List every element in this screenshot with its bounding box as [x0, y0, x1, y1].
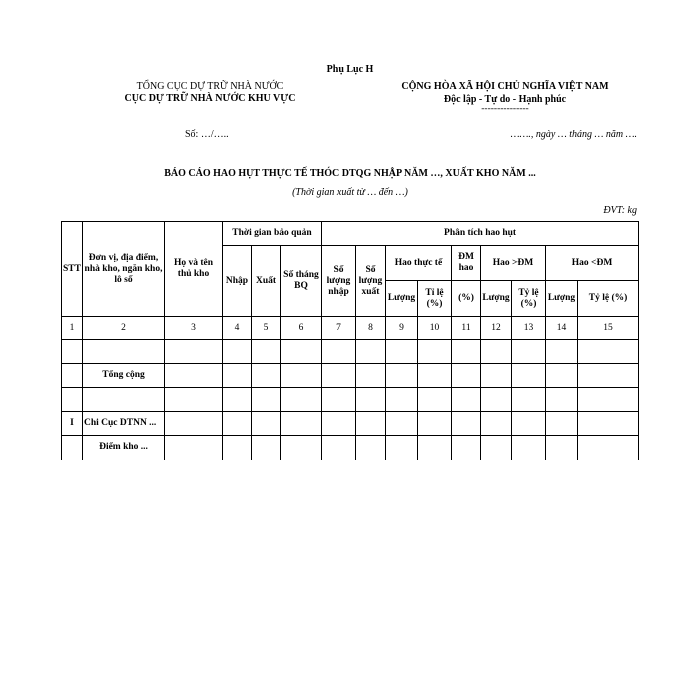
col-number: 5 [252, 317, 281, 340]
col-number: 3 [165, 317, 223, 340]
branch-row [62, 412, 639, 436]
table-row [62, 388, 639, 412]
over-rate-header: Tỷ lệ (%) [512, 281, 546, 317]
col-number: 14 [546, 317, 578, 340]
document-number: Số: …/….. [185, 129, 229, 140]
branch-index: I [62, 412, 83, 436]
import-header: Nhập [223, 246, 252, 317]
table-row [62, 340, 639, 364]
date-line: ……., ngày … tháng … năm …. [510, 129, 637, 140]
under-quota-header: Hao <ĐM [546, 246, 639, 281]
over-amount-header: Lượng [481, 281, 512, 317]
col-number: 13 [512, 317, 546, 340]
col-number: 12 [481, 317, 512, 340]
org-parent-name: TỔNG CỤC DỰ TRỮ NHÀ NƯỚC [136, 81, 284, 92]
branch-label: Chi Cục DTNN ... [83, 412, 165, 436]
total-label: Tổng cộng [83, 364, 165, 388]
qty-import-header: Số lượng nhập [322, 246, 356, 317]
header-row-1 [62, 222, 639, 246]
col-number: 7 [322, 317, 356, 340]
export-header: Xuất [252, 246, 281, 317]
org-name: CỤC DỰ TRỮ NHÀ NƯỚC KHU VỰC [124, 93, 296, 104]
report-subtitle: (Thời gian xuất từ … đến …) [292, 187, 408, 198]
col-number: 15 [578, 317, 639, 340]
avg-months-header: Số tháng BQ [281, 246, 322, 317]
col-number: 6 [281, 317, 322, 340]
state-name: CỘNG HÒA XÃ HỘI CHỦ NGHĨA VIỆT NAM [401, 81, 609, 92]
storage-point-row [62, 436, 639, 460]
storage-time-header: Thời gian bảo quản [223, 222, 322, 246]
appendix-label: Phụ Lục H [326, 64, 374, 75]
col-number: 4 [223, 317, 252, 340]
column-number-row [62, 317, 639, 340]
quota-loss-header: ĐM hao [452, 246, 481, 281]
stt-header: STT [62, 222, 83, 317]
actual-amount-header: Lượng [386, 281, 418, 317]
col-number: 9 [386, 317, 418, 340]
col-number: 11 [452, 317, 481, 340]
over-quota-header: Hao >ĐM [481, 246, 546, 281]
actual-rate-header: Tỉ lệ (%) [418, 281, 452, 317]
state-divider: --------------- [481, 104, 529, 114]
under-amount-header: Lượng [546, 281, 578, 317]
unit-location-header: Đơn vị, địa điểm, nhà kho, ngăn kho, lô số [83, 222, 165, 317]
actual-loss-header: Hao thực tế [386, 246, 452, 281]
under-rate-header: Tỷ lệ (%) [578, 281, 639, 317]
total-row [62, 364, 639, 388]
quota-pct-header: (%) [452, 281, 481, 317]
unit-label: ĐVT: kg [603, 205, 637, 216]
col-number: 10 [418, 317, 452, 340]
loss-report-table [61, 221, 639, 460]
loss-analysis-header: Phân tích hao hụt [322, 222, 639, 246]
col-number: 8 [356, 317, 386, 340]
col-number: 2 [83, 317, 165, 340]
report-title: BÁO CÁO HAO HỤT THỰC TẾ THÓC DTQG NHẬP NĂM …, XUẤT KHO NĂM ... [164, 168, 536, 179]
storage-point-label: Điểm kho ... [83, 436, 165, 460]
keeper-header: Họ và tên thủ kho [165, 222, 223, 317]
state-motto: Độc lập - Tự do - Hạnh phúc [443, 94, 567, 105]
col-number: 1 [62, 317, 83, 340]
qty-export-header: Số lượng xuất [356, 246, 386, 317]
